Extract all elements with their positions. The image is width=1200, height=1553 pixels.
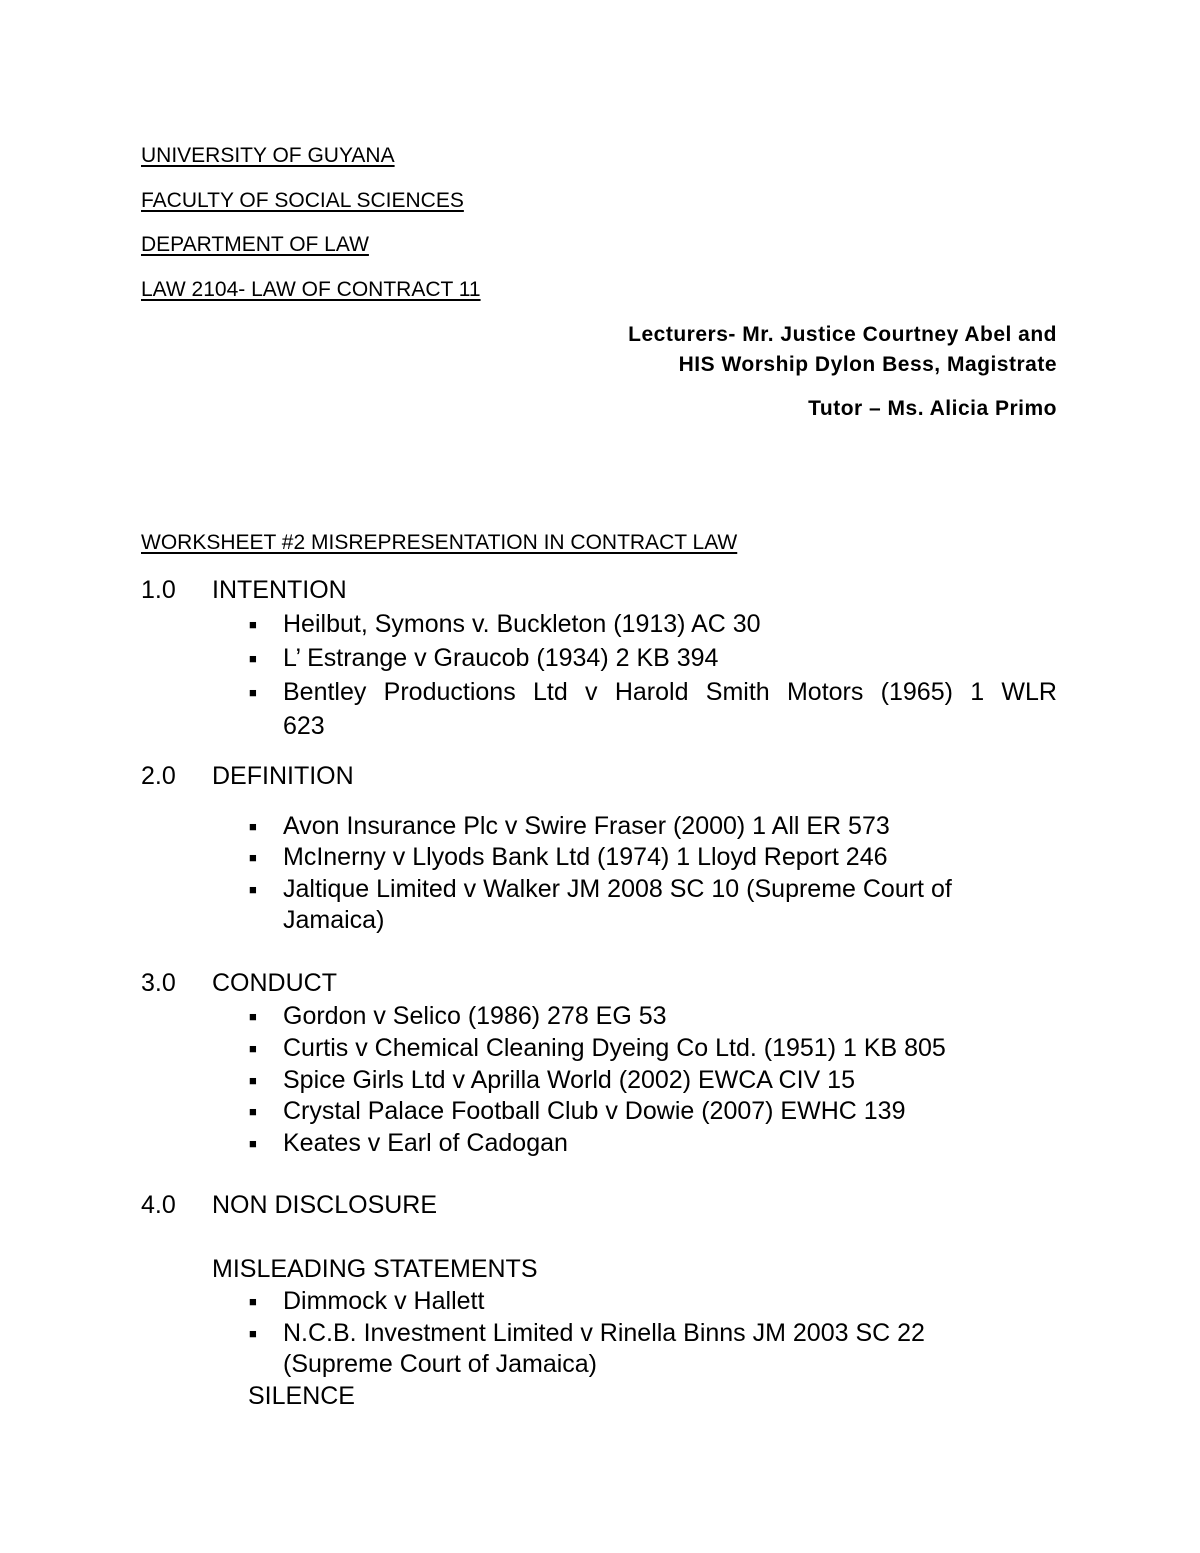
faculty-name: FACULTY OF SOCIAL SCIENCES [141,189,464,212]
case-item: Spice Girls Ltd v Aprilla World (2002) EWCA CIV 15 [283,1066,855,1094]
case-item-continuation: (Supreme Court of Jamaica) [283,1350,598,1378]
subheading-misleading-statements: MISLEADING STATEMENTS [212,1255,538,1283]
bullet-icon: ■ [249,850,257,865]
university-name: UNIVERSITY OF GUYANA [141,144,395,167]
case-item: Gordon v Selico (1986) 278 EG 53 [283,1002,667,1030]
department-name: DEPARTMENT OF LAW [141,233,369,256]
bullet-icon: ■ [249,1104,257,1119]
bullet-icon: ■ [249,1136,257,1151]
section-3-title: CONDUCT [212,969,337,997]
course-title: LAW 2104- LAW OF CONTRACT 11 [141,278,481,301]
case-item: Dimmock v Hallett [283,1287,485,1315]
section-2-title: DEFINITION [212,762,354,790]
worksheet-title: WORKSHEET #2 MISREPRESENTATION IN CONTRACT LAW [141,531,738,554]
bullet-icon: ■ [249,651,257,666]
lecturers-line-1: Lecturers- Mr. Justice Courtney Abel and [628,323,1057,346]
case-item: McInerny v Llyods Bank Ltd (1974) 1 Lloyd Report 246 [283,843,888,871]
lecturers-line-2: HIS Worship Dylon Bess, Magistrate [678,353,1057,376]
section-3-number: 3.0 [141,969,176,997]
bullet-icon: ■ [249,1326,257,1341]
subheading-silence: SILENCE [248,1382,355,1410]
bullet-icon: ■ [249,1294,257,1309]
case-item-continuation: Jamaica) [283,906,385,934]
bullet-icon: ■ [249,882,257,897]
bullet-icon: ■ [249,1041,257,1056]
case-item: Curtis v Chemical Cleaning Dyeing Co Ltd. (1951) 1 KB 805 [283,1034,946,1062]
section-4-number: 4.0 [141,1191,176,1219]
section-2-number: 2.0 [141,762,176,790]
case-item: Jaltique Limited v Walker JM 2008 SC 10 (Supreme Court of [283,875,952,903]
section-1-title: INTENTION [212,576,347,604]
bullet-icon: ■ [249,685,257,700]
section-4-title: NON DISCLOSURE [212,1191,438,1219]
bullet-icon: ■ [249,819,257,834]
bullet-icon: ■ [249,617,257,632]
section-1-number: 1.0 [141,576,176,604]
case-item: Heilbut, Symons v. Buckleton (1913) AC 30 [283,610,761,638]
case-item: Bentley Productions Ltd v Harold Smith Motors (1965) 1 WLR [283,678,1057,706]
case-item: Avon Insurance Plc v Swire Fraser (2000) 1 All ER 573 [283,812,890,840]
case-item: Crystal Palace Football Club v Dowie (2007) EWHC 139 [283,1097,906,1125]
bullet-icon: ■ [249,1009,257,1024]
case-item: L’ Estrange v Graucob (1934) 2 KB 394 [283,644,719,672]
case-item-continuation: 623 [283,712,325,740]
case-item: N.C.B. Investment Limited v Rinella Binns JM 2003 SC 22 [283,1319,925,1347]
case-item: Keates v Earl of Cadogan [283,1129,568,1157]
tutor-line: Tutor – Ms. Alicia Primo [808,397,1057,420]
bullet-icon: ■ [249,1073,257,1088]
